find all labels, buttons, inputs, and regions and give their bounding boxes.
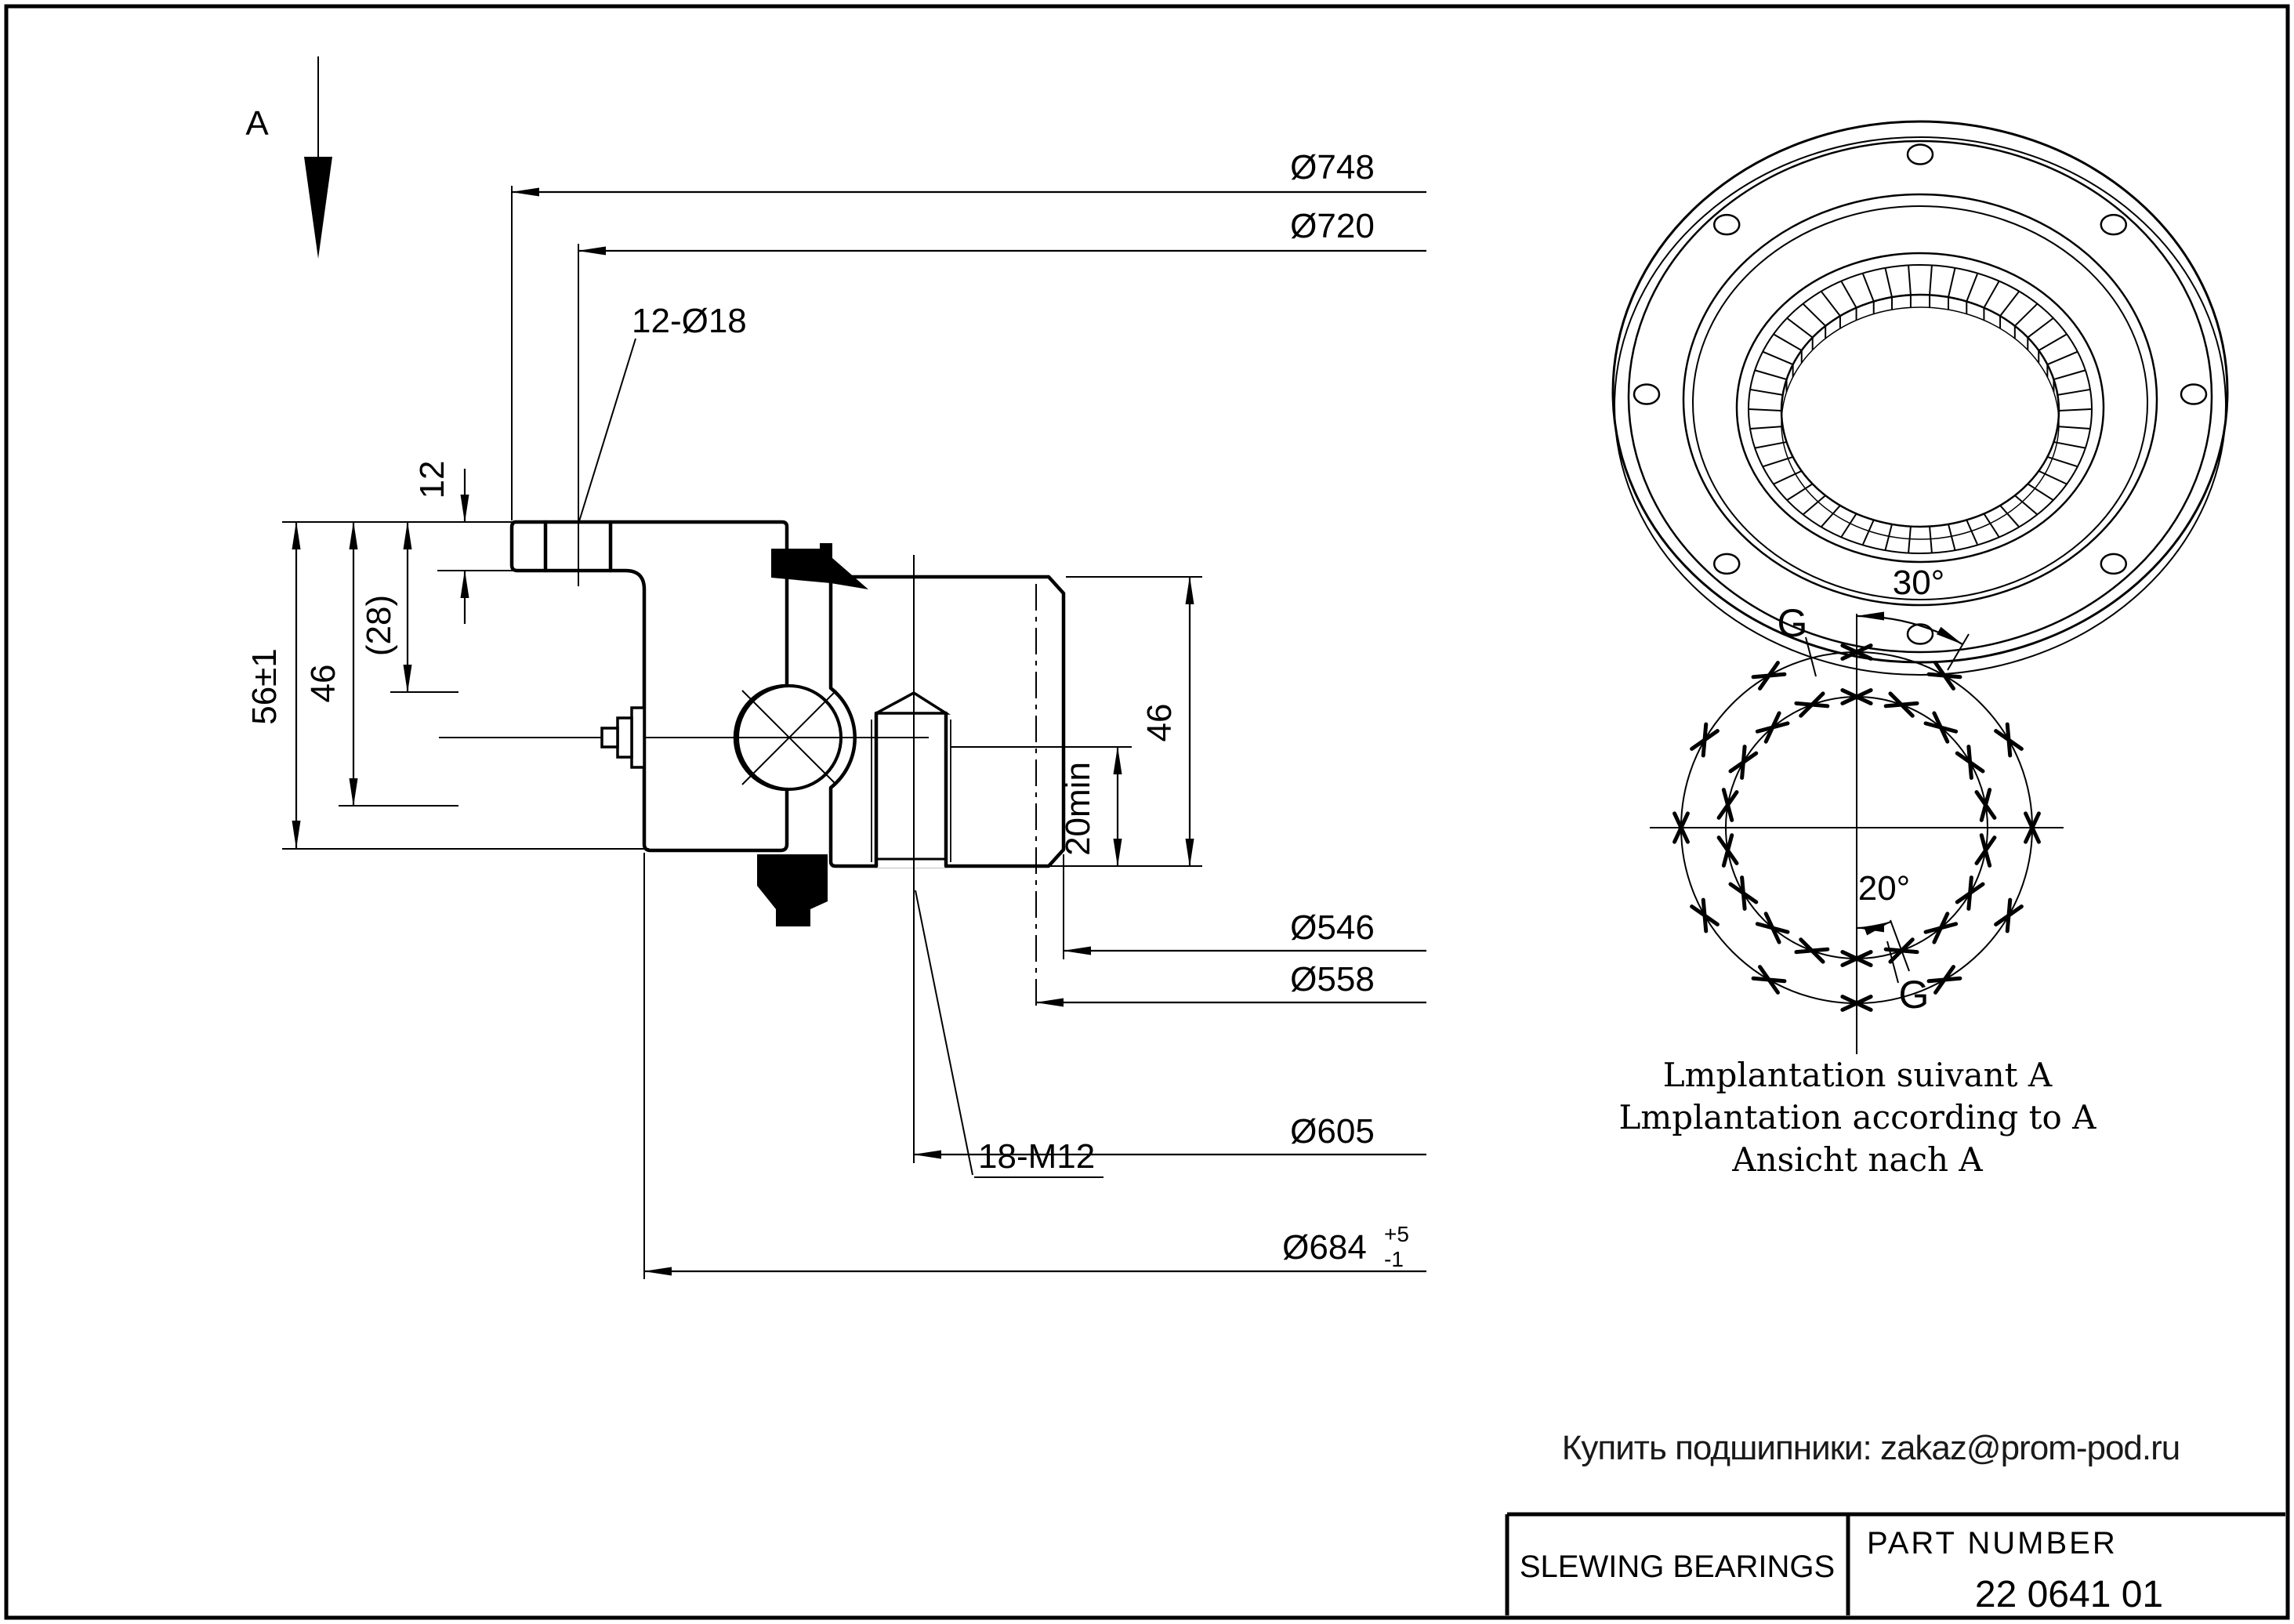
dim-546-label: Ø546 [1290, 908, 1375, 947]
grease-bottom-label: G [1898, 973, 1930, 1017]
part-number-label: PART NUMBER [1867, 1526, 2118, 1561]
part-number-value: 22 0641 01 [1974, 1574, 2164, 1615]
dim-12-label: 12 [413, 460, 451, 499]
dim-684-tol-minus: -1 [1384, 1247, 1404, 1271]
dim-684-label: Ø684 [1282, 1228, 1367, 1267]
view-arrow-label: A [245, 104, 269, 143]
bolt-hole-3d [1714, 554, 1739, 574]
title-block-product: SLEWING BEARINGS [1519, 1550, 1836, 1584]
dim-56-label: 56±1 [245, 648, 284, 725]
dim-m12-label: 18-M12 [978, 1137, 1096, 1176]
bolt-hole-3d [1714, 215, 1739, 234]
dim-flange-holes-label: 12-Ø18 [632, 302, 747, 340]
tapped-hole-m12 [872, 693, 951, 868]
bolt-hole-3d [2101, 554, 2126, 574]
angle-20-label: 20° [1857, 869, 1911, 908]
dim-558-label: Ø558 [1290, 960, 1375, 999]
bolt-hole-3d [2101, 215, 2126, 234]
bolt-hole-3d [1908, 625, 1933, 644]
grease-top-label: G [1777, 601, 1808, 645]
contact-text: Купить подшипники: zakaz@prom-pod.ru [1561, 1429, 2180, 1467]
bolt-hole-3d [2181, 385, 2206, 404]
dim-684-tol-plus: +5 [1384, 1222, 1409, 1246]
dim-20min-label: 20min [1059, 762, 1097, 856]
bolt-hole-3d [1908, 145, 1933, 165]
dim-748-label: Ø748 [1290, 148, 1375, 187]
angle-30-label: 30° [1892, 564, 1945, 602]
caption-line-1: Lmplantation suivant A [1662, 1056, 2053, 1094]
bolt-hole-3d [1634, 385, 1659, 404]
dim-46-right-label: 46 [1140, 703, 1179, 742]
dim-46-left-label: 46 [304, 664, 342, 703]
dim-28-label: (28) [360, 594, 398, 657]
dim-720-label: Ø720 [1290, 207, 1375, 245]
dim-605-label: Ø605 [1290, 1112, 1375, 1151]
hole-bore [876, 712, 946, 868]
caption-line-2: Lmplantation according to A [1618, 1098, 2096, 1136]
caption-line-3: Ansicht nach A [1732, 1140, 1983, 1179]
